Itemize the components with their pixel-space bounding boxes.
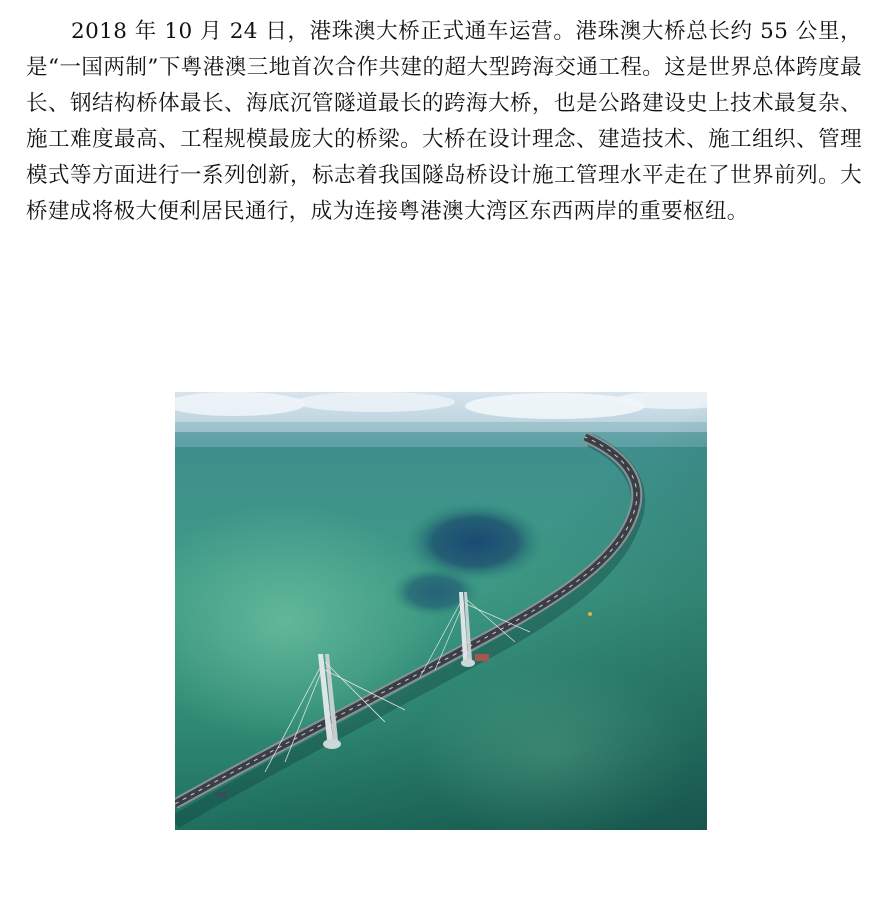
bridge-photo-illustration: [175, 392, 707, 830]
body-paragraph: 2018 年 10 月 24 日，港珠澳大桥正式通车运营。港珠澳大桥总长约 55 公里，是“一国两制”下粤港澳三地首次合作共建的超大型跨海交通工程。这是世界总体跨度最长、钢结构桥体最长、海底沉管隧道最长的跨海大桥，也是公路建设史上技术最复杂、施工难度最高、工程规模最庞大的桥梁。大桥在设计理念、建造技术、施工组织、管理模式等方面进行一系列创新，标志着我国隧岛桥设计施工管理水平走在了世界前列。大桥建成将极大便利居民通行，成为连接粤港澳大湾区东西两岸的重要枢纽。: [26, 19, 862, 224]
bridge-photo: [175, 392, 707, 830]
buoy: [588, 612, 592, 616]
work-barge: [475, 654, 489, 661]
boat: [215, 792, 227, 798]
